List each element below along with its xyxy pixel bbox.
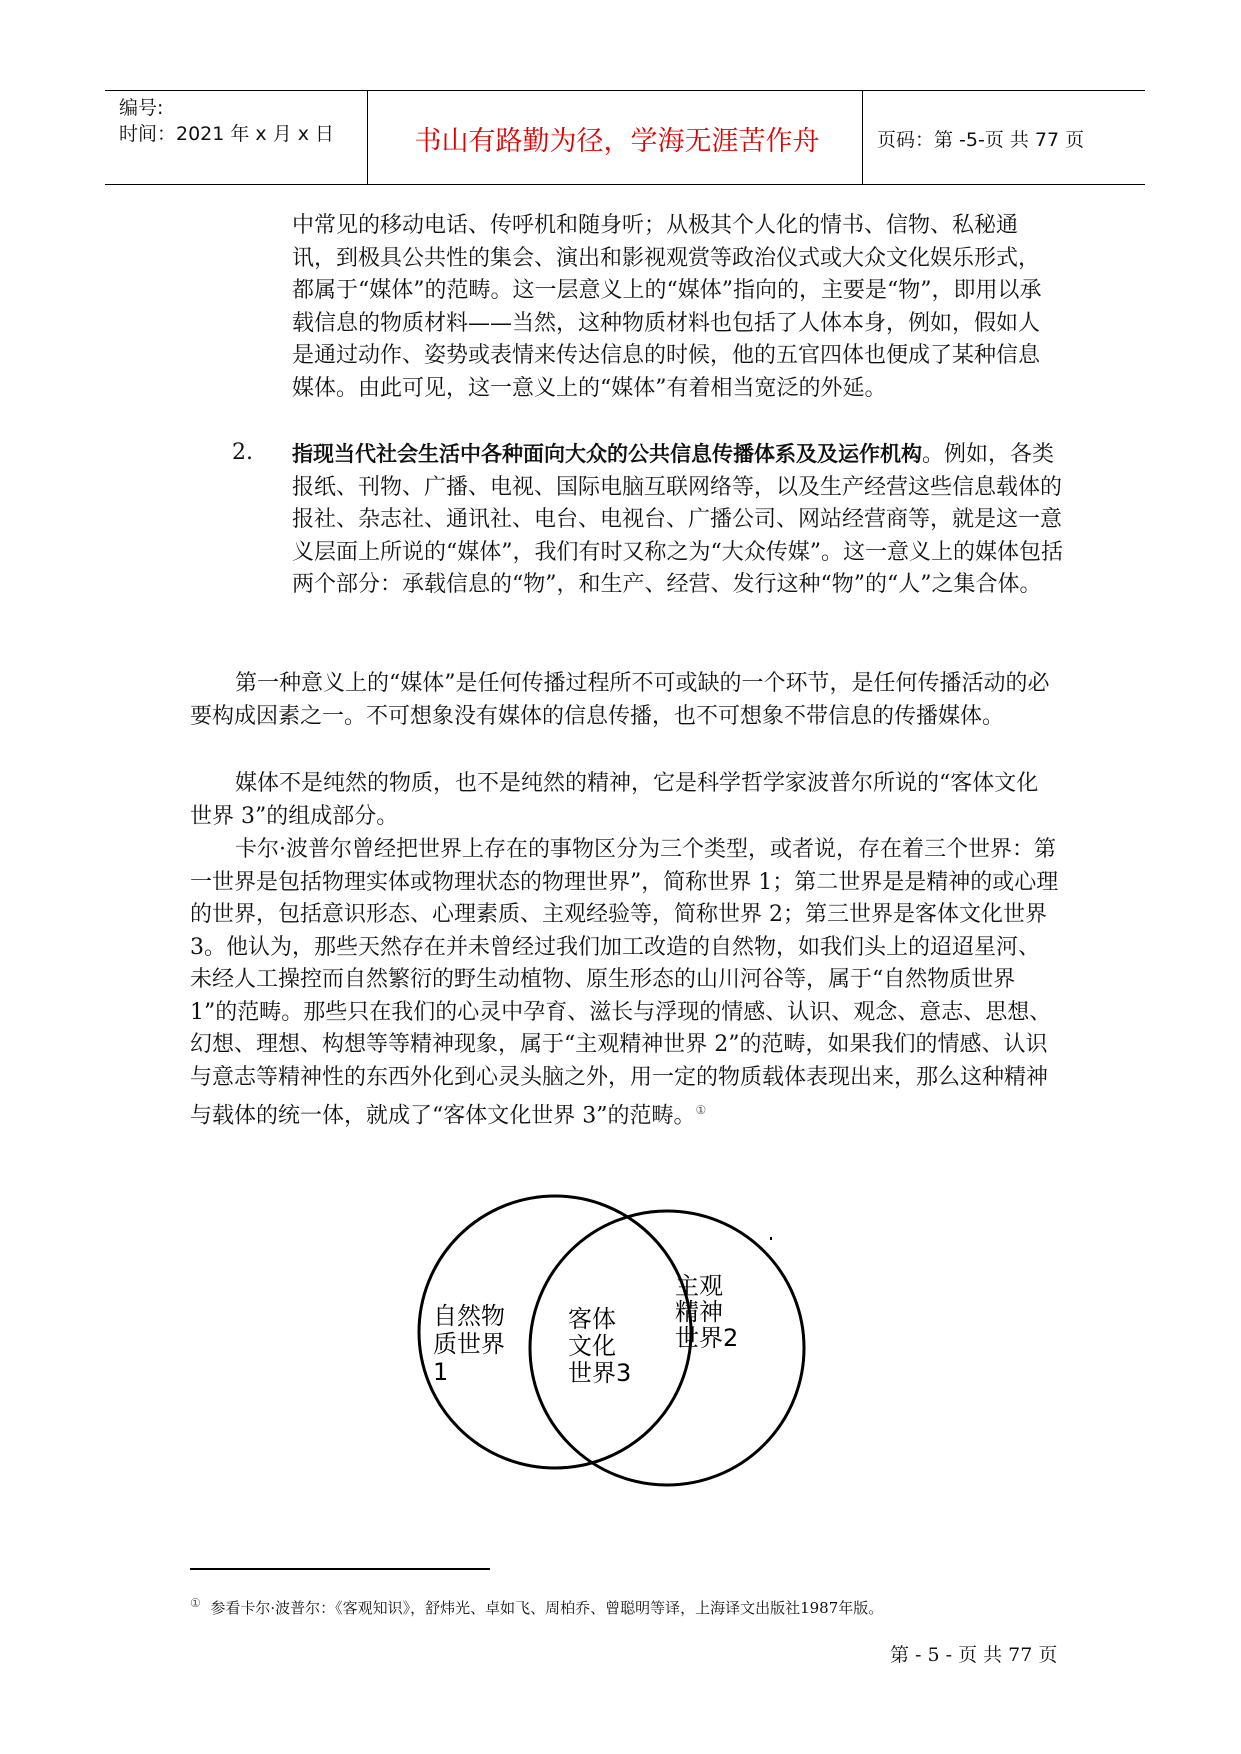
- label-mid-line2: 文化: [568, 1332, 616, 1360]
- label-mid-line3: 世界3: [568, 1359, 632, 1387]
- label-right-line1: 主观: [675, 1272, 723, 1300]
- footnote-marker: ①: [190, 1596, 201, 1610]
- label-left-line2: 质世界: [433, 1330, 505, 1358]
- label-left-line1: 自然物: [433, 1302, 505, 1330]
- footnote-separator: [190, 1568, 490, 1570]
- footnote: [190, 1596, 883, 1618]
- list-item-number: 2.: [232, 440, 253, 465]
- list-item-2-heading: 指现当代社会生活中各种面向大众的公共信息传播体系及及运作机构: [292, 442, 922, 466]
- label-right-line3: 世界2: [675, 1324, 739, 1352]
- stray-dot: [770, 1237, 772, 1240]
- header-number-label: 编号:: [119, 97, 164, 119]
- paragraph-1: 第一种意义上的“媒体”是任何传播过程所不可或缺的一个环节，是任何传播活动的必要构成因素之一。不可想象没有媒体的信息传播，也不可想象不带信息的传播媒体。: [190, 671, 1050, 729]
- label-right-line2: 精神: [675, 1298, 723, 1326]
- footnote-reference: ①: [695, 1103, 707, 1117]
- label-left-line3: 1: [433, 1358, 449, 1386]
- page-number: 第 - 5 - 页 共 77 页: [890, 1644, 1058, 1666]
- header-page-label: 页码：第 -5-页 共 77 页: [877, 129, 1085, 151]
- paragraph-3-text: 卡尔·波普尔曾经把世界上存在的事物区分为三个类型，或者说，存在着三个世界：第一世界是包括物理实体或物理状态的物理世界”，简称世界 1；第二世界是是精神的或心理的世界，包括意识形态、心理素质、主观经验等，简称世界 2；第三世界是客体文化世界 3。他认为，那些天然存在并未曾经过我们加工改造的自然物，如我们头上的迢迢星河、未经人工操控而自然繁衍的野生动植物、原生形态的山川河谷等，属于“自然物质世界 1”的范畴。那些只在我们的心灵中孕育、滋长与浮现的情感、认识、观念、意志、思想、幻想、理想、构想等等精神现象，属于“主观精神世界 2”的范畴，如果我们的情感、认识与意志等精神性的东西外化到心灵头脑之外，用一定的物质载体表现出来，那么这种精神与载体的统一体，就成了“客体文化世界 3”的范畴。: [190, 837, 1059, 1129]
- header-motto: 书山有路勤为径，学海无涯苦作舟: [414, 126, 820, 157]
- paragraph-continued: 中常见的移动电话、传呼机和随身听；从极其个人化的情书、信物、私秘通讯，到极具公共性的集会、演出和影视观赏等政治仪式或大众文化娱乐形式，都属于“媒体”的范畴。这一层意义上的“媒体”指向的，主要是“物”，即用以承载信息的物质材料——当然，这种物质材料也包括了人体本身，例如，假如人是通过动作、姿势或表情来传达信息的时候，他的五官四体也便成了某种信息媒体。由此可见，这一意义上的“媒体”有着相当宽泛的外延。: [292, 213, 1042, 401]
- footnote-text: 参看卡尔·波普尔：《客观知识》，舒炜光、卓如飞、周柏乔、曾聪明等译，上海译文出版社1987年版。: [210, 1599, 884, 1617]
- header-time-label: 时间：2021 年 x 月 x 日: [119, 123, 335, 145]
- paragraph-2: 媒体不是纯然的物质，也不是纯然的精神，它是科学哲学家波普尔所说的“客体文化世界 3”的组成部分。: [190, 771, 1039, 829]
- list-item-2-text: 。例如，各类报纸、刊物、广播、电视、国际电脑互联网络等，以及生产经营这些信息载体的报社、杂志社、通讯社、电台、电视台、广播公司、网站经营商等，就是这一意义层面上所说的“媒体”，我们有时又称之为“大众传媒”。这一意义上的媒体包括两个部分：承载信息的“物”，和生产、经营、发行这种“物”的“人”之集合体。: [292, 442, 1063, 597]
- label-mid-line1: 客体: [568, 1305, 616, 1333]
